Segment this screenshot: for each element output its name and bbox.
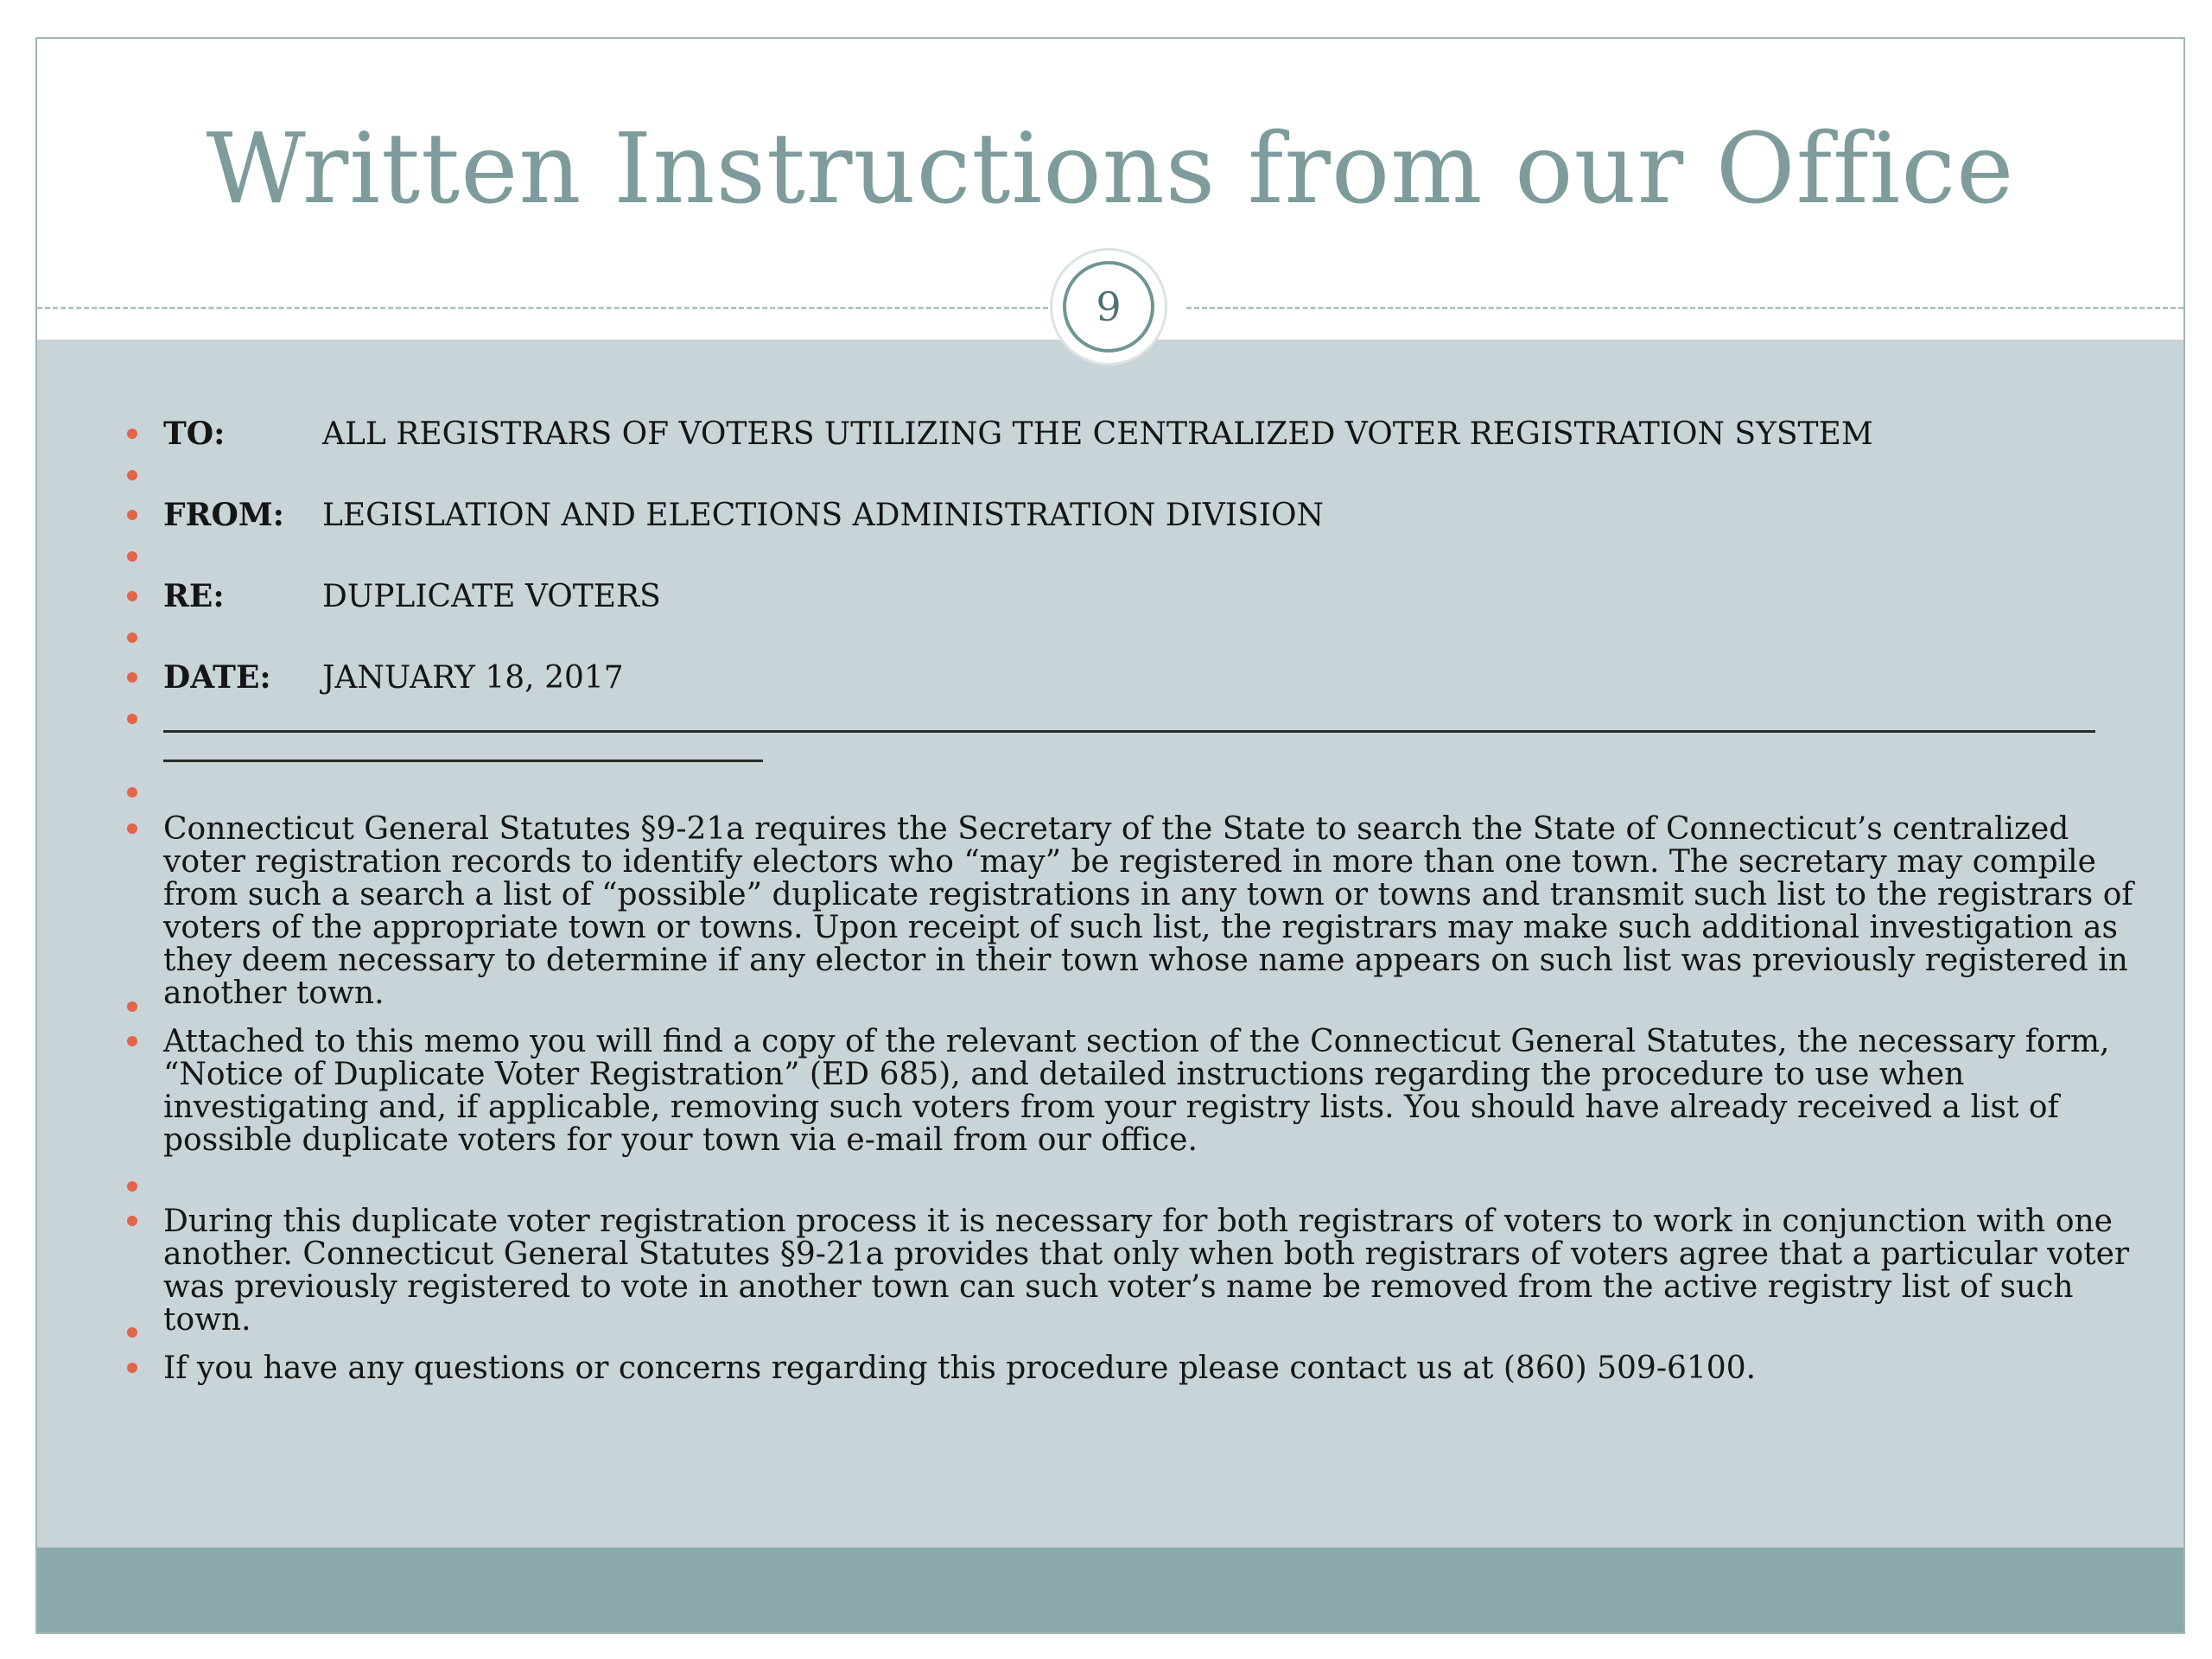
footer-band: [37, 1548, 2183, 1632]
memo-re-label: RE:: [163, 578, 225, 614]
bullet-icon: [127, 510, 137, 520]
memo-re-line: [163, 576, 2151, 617]
page-number-badge: [1050, 248, 1167, 365]
paragraph-text: Connecticut General Statutes §9-21a requires the Secretary of the State to search the State of Connecticut’s centralized voter registration records to identify electors who “may” be registered in more than one town. The secretary may compile from such a search a list of “possible” duplicate registrations in any town or towns and transmit such list to the registrars of voters of the appropriate town or towns. Upon receipt of such list, the registrars may make such additional investigation as they deem necessary to determine if any elector in their town whose name appears on such list was previously registered in another town.: [163, 811, 2133, 1011]
memo-date-value: JANUARY 18, 2017: [322, 660, 624, 696]
title-divider-right: [1186, 307, 2183, 309]
empty-bullet-icon: [127, 470, 137, 480]
bullet-icon: [127, 1363, 137, 1373]
paragraph-process: [163, 1205, 2142, 1337]
memo-separator-line: [163, 730, 2095, 733]
paragraph-contact: [163, 1352, 2142, 1385]
paragraph-attachments: [163, 1026, 2142, 1157]
memo-to-label: TO:: [163, 416, 226, 452]
bullet-icon: [127, 429, 137, 439]
bullet-icon: [127, 591, 137, 601]
memo-to-line: [163, 414, 2151, 454]
paragraph-statute: [163, 813, 2142, 1010]
empty-bullet-icon: [127, 632, 137, 643]
memo-date-line: [163, 658, 2151, 698]
bullet-icon: [127, 823, 137, 834]
paragraph-text: Attached to this memo you will find a copy of the relevant section of the Connecticut General Statutes, the necessary form, “Notice of Duplicate Voter Registration” (ED 685), and detailed instructions regarding the procedure to use when investigating and, if applicable, removing such voters from your registry lists. You should have already received a list of possible duplicate voters for your town via e-mail from our office.: [163, 1024, 2110, 1158]
memo-from-value: LEGISLATION AND ELECTIONS ADMINISTRATION DIVISION: [322, 498, 1324, 533]
empty-bullet-icon: [127, 1001, 137, 1012]
empty-bullet-icon: [127, 787, 137, 798]
bullet-list: [37, 340, 2183, 1548]
slide: [35, 37, 2185, 1634]
memo-re-value: DUPLICATE VOTERS: [322, 579, 661, 614]
bullet-icon: [127, 672, 137, 683]
bullet-icon: [127, 1036, 137, 1046]
memo-from-label: FROM:: [163, 497, 284, 533]
memo-date-label: DATE:: [163, 659, 271, 696]
bullet-icon: [127, 1216, 137, 1226]
memo-to-value: ALL REGISTRARS OF VOTERS UTILIZING THE CENTRALIZED VOTER REGISTRATION SYSTEM: [322, 416, 1873, 452]
memo-from-line: [163, 495, 2151, 536]
paragraph-text: During this duplicate voter registration process it is necessary for both registrars of voters to work in conjunction with one another. Connecticut General Statutes §9-21a provides that only when both registrars of voters agree that a particular voter was previously registered to vote in another town can such voter’s name be removed from the active registry list of such town.: [163, 1204, 2130, 1338]
memo-separator-line-short: [163, 760, 763, 762]
empty-bullet-icon: [127, 1181, 137, 1192]
empty-bullet-icon: [127, 1327, 137, 1338]
empty-bullet-icon: [127, 551, 137, 562]
content-area: [37, 340, 2183, 1548]
slide-title: Written Instructions from our Office: [206, 113, 2015, 226]
page-number: 9: [1063, 261, 1154, 353]
empty-bullet-icon: [127, 714, 137, 724]
paragraph-text: If you have any questions or concerns regarding this procedure please contact us at (860) 509-6100.: [163, 1351, 1757, 1386]
title-divider-left: [37, 307, 1048, 309]
